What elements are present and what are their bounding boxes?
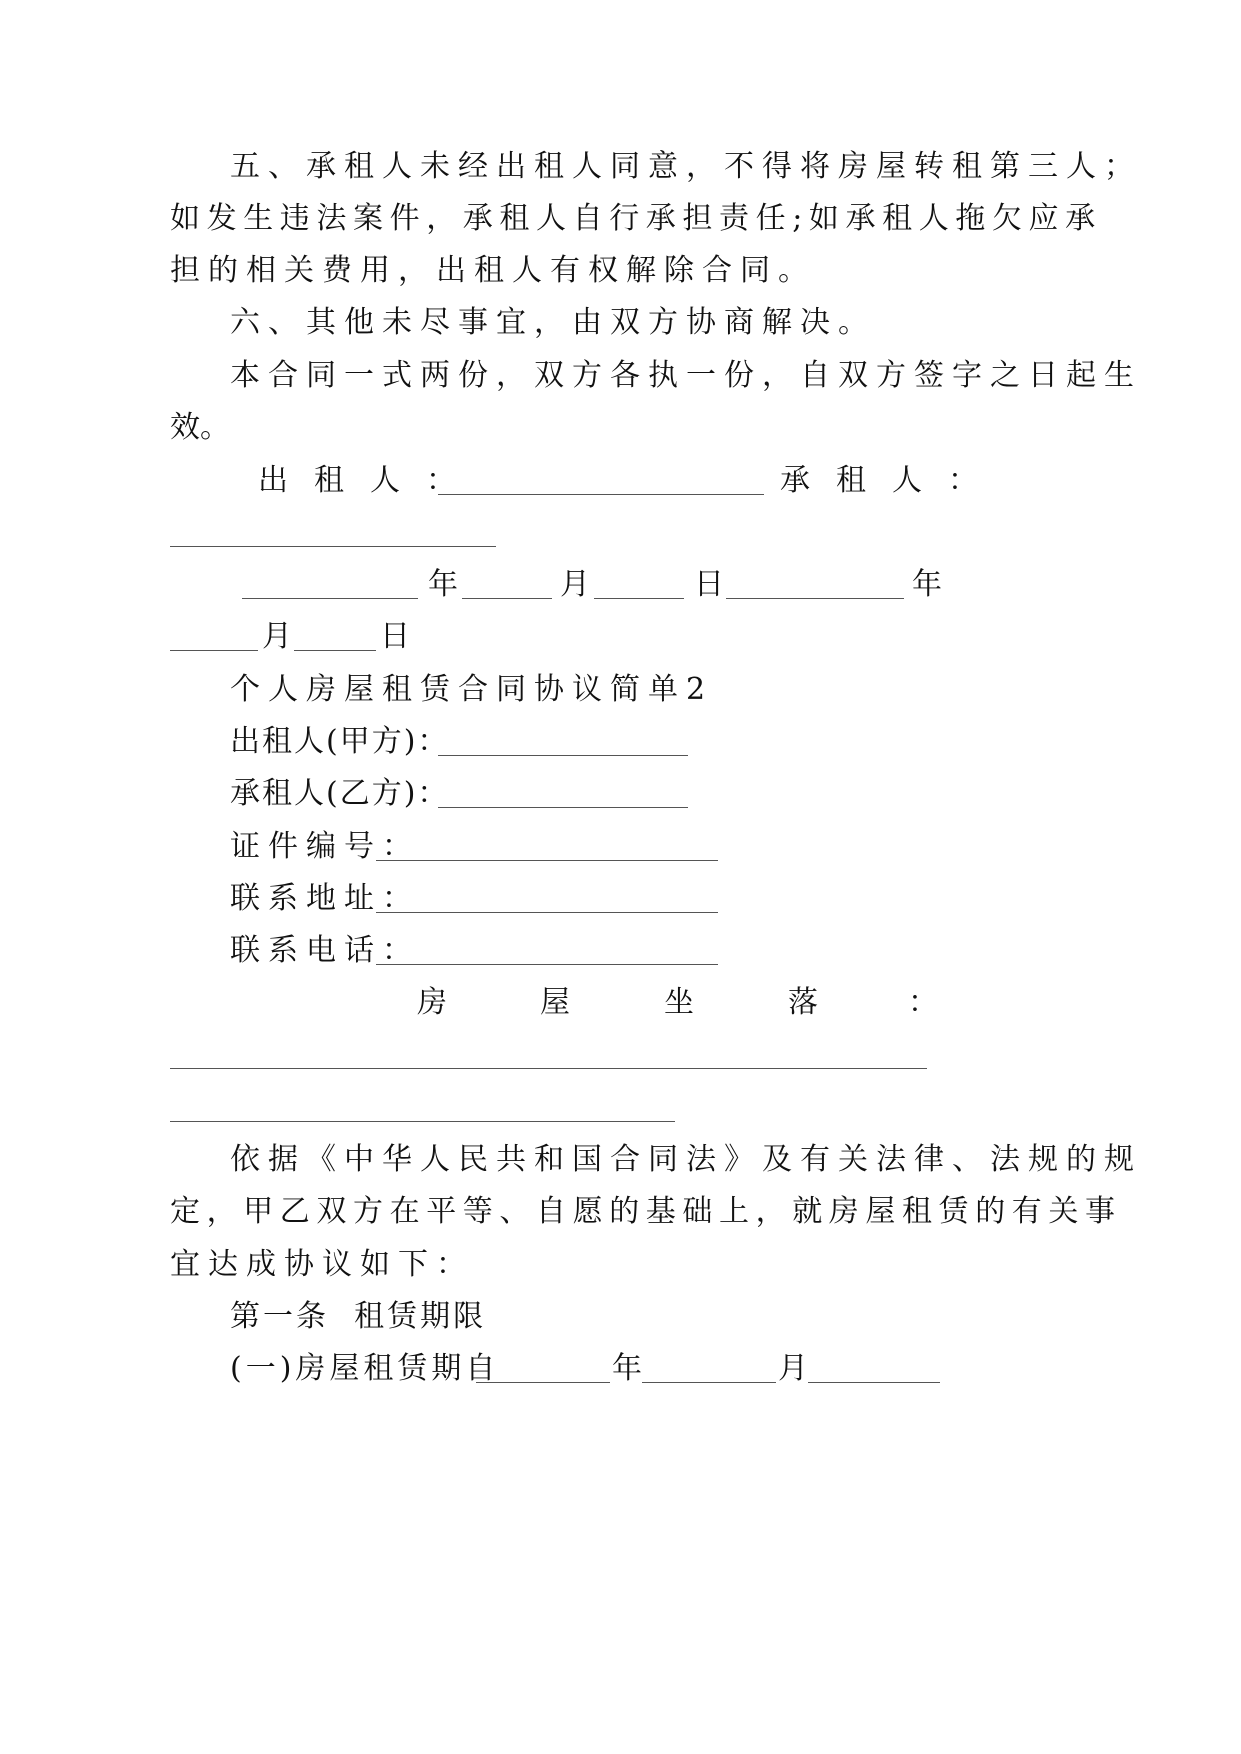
id-number-blank[interactable] [376, 836, 718, 861]
article-heading-line [0, 1288, 1241, 1346]
location-char: 房 [417, 985, 447, 1020]
paragraph-text: 六、其他未尽事宜，由双方协商解决。 [230, 305, 876, 340]
field-line [0, 765, 1241, 823]
day-label: 日 [380, 619, 410, 654]
date-line [0, 608, 1241, 666]
paragraph-text: 担的相关费用，出租人有权解除合同。 [170, 253, 816, 288]
paragraph-text: 依据《中华人民共和国合同法》及有关法律、法规的规 [230, 1142, 1142, 1177]
address-blank[interactable] [376, 888, 718, 913]
address-label: 联系地址： [230, 881, 420, 916]
party-b-blank[interactable] [438, 783, 688, 808]
year-label: 年 [428, 567, 458, 602]
term-year-blank[interactable] [476, 1358, 610, 1383]
field-line [0, 922, 1241, 980]
lessor-blank[interactable] [438, 470, 764, 495]
term-prefix: (一)房屋租赁期自 [230, 1351, 500, 1386]
day-blank[interactable] [594, 574, 684, 599]
field-line [0, 870, 1241, 928]
paragraph-line [0, 1236, 1241, 1294]
location-blank[interactable] [170, 1097, 675, 1122]
location-char: 落 [788, 985, 818, 1020]
paragraph-line [0, 347, 1241, 405]
paragraph-line [0, 399, 1241, 457]
paragraph-text: 本合同一式两份，双方各执一份，自双方签字之日起生 [230, 358, 1142, 393]
contract-title: 个人房屋租赁合同协议简单2 [230, 672, 714, 707]
day-label: 日 [694, 567, 724, 602]
month-blank[interactable] [462, 574, 552, 599]
term-month-blank[interactable] [642, 1358, 776, 1383]
paragraph-line [0, 1183, 1241, 1241]
lessee-label: 承租人： [780, 463, 1004, 498]
paragraph-text: 五、承租人未经出租人同意，不得将房屋转租第三人； [230, 149, 1142, 184]
paragraph-line [0, 242, 1241, 300]
paragraph-text: 效。 [170, 410, 230, 445]
year-blank[interactable] [242, 574, 418, 599]
party-b-label: 承租人(乙方)： [230, 776, 450, 811]
term-line [0, 1340, 1241, 1398]
location-char: 屋 [540, 985, 570, 1020]
section-title-line [0, 661, 1241, 719]
day-blank[interactable] [294, 626, 376, 651]
party-a-blank[interactable] [438, 731, 688, 756]
month-blank[interactable] [170, 626, 258, 651]
date-line [0, 556, 1241, 614]
term-year-label: 年 [612, 1351, 642, 1386]
paragraph-line [0, 138, 1241, 196]
paragraph-text: 定，甲乙双方在平等、自愿的基础上，就房屋租赁的有关事 [170, 1194, 1122, 1229]
location-char: ： [908, 985, 938, 1020]
year-label: 年 [912, 567, 942, 602]
party-a-label: 出租人(甲方)： [230, 724, 450, 759]
location-blank[interactable] [170, 1044, 927, 1069]
year-blank[interactable] [726, 574, 904, 599]
lessor-label: 出租人： [258, 463, 482, 498]
signature-line [0, 504, 1241, 562]
term-day-blank[interactable] [808, 1358, 940, 1383]
month-label: 月 [262, 619, 292, 654]
id-number-label: 证件编号： [230, 829, 420, 864]
location-blank-line [0, 1026, 1241, 1084]
location-blank-line [0, 1079, 1241, 1137]
paragraph-line [0, 1131, 1241, 1189]
article-heading: 第一条 租赁期限 [230, 1299, 487, 1334]
field-line [0, 713, 1241, 771]
field-line [0, 818, 1241, 876]
location-char: 坐 [664, 985, 694, 1020]
paragraph-text: 宜达成协议如下： [170, 1247, 474, 1282]
paragraph-line [0, 190, 1241, 248]
lessee-blank[interactable] [170, 522, 496, 547]
paragraph-text: 如发生违法案件，承租人自行承担责任;如承租人拖欠应承 [170, 201, 1102, 236]
paragraph-line [0, 294, 1241, 352]
term-month-label: 月 [778, 1351, 808, 1386]
signature-line [0, 452, 1241, 510]
phone-label: 联系电话： [230, 933, 420, 968]
month-label: 月 [560, 567, 590, 602]
phone-blank[interactable] [376, 940, 718, 965]
location-line [0, 974, 1241, 1032]
